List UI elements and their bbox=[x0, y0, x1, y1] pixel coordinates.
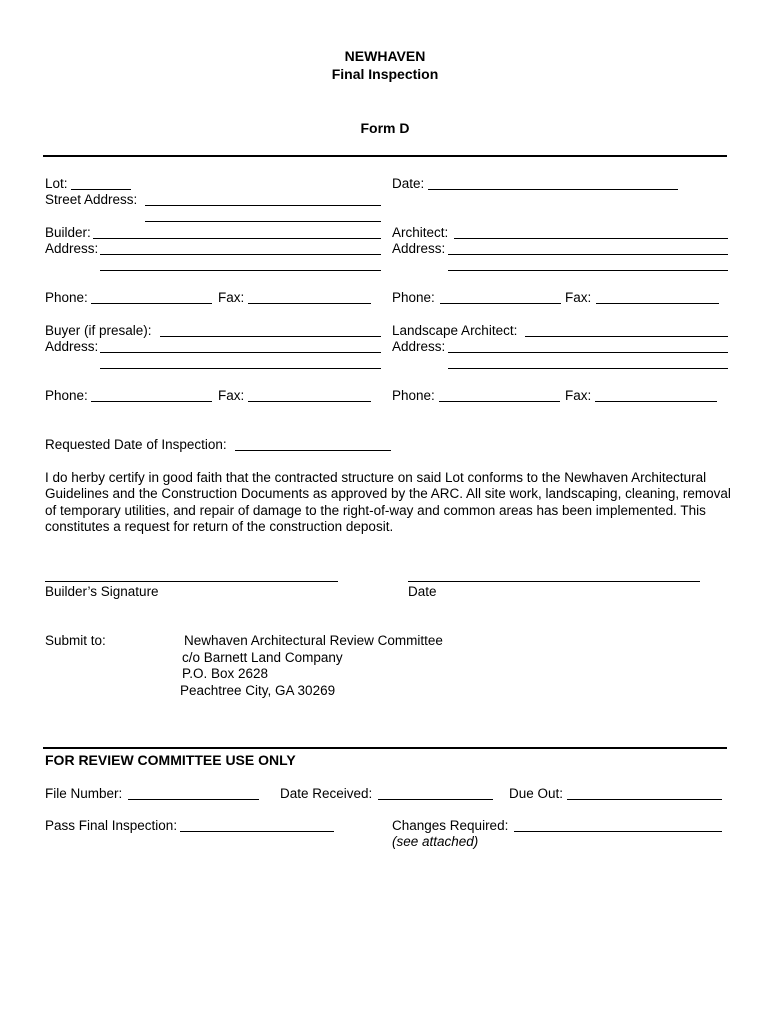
landscape-address-field-2[interactable] bbox=[448, 352, 728, 369]
builder-address-field-2[interactable] bbox=[100, 254, 381, 271]
architect-address-field[interactable] bbox=[448, 238, 728, 255]
see-attached-note: (see attached) bbox=[392, 834, 479, 849]
org-name: NEWHAVEN bbox=[344, 48, 426, 64]
file-number-field[interactable] bbox=[128, 783, 259, 800]
buyer-fax-field[interactable] bbox=[248, 385, 371, 402]
changes-required-field[interactable] bbox=[514, 815, 722, 832]
buyer-address-field[interactable] bbox=[100, 336, 381, 353]
architect-phone-field[interactable] bbox=[440, 287, 561, 304]
architect-phone-label: Phone: bbox=[392, 290, 435, 305]
builder-fax-field[interactable] bbox=[248, 287, 371, 304]
landscape-phone-field[interactable] bbox=[439, 385, 560, 402]
street-address-field[interactable] bbox=[145, 189, 381, 206]
date-field[interactable] bbox=[428, 173, 678, 190]
signature-date-label: Date bbox=[408, 584, 437, 599]
form-id: Form D bbox=[360, 120, 410, 136]
submit-label: Submit to: bbox=[45, 633, 106, 648]
landscape-address-field[interactable] bbox=[448, 336, 728, 353]
lot-label: Lot: bbox=[45, 176, 68, 191]
buyer-address-field-2[interactable] bbox=[100, 352, 381, 369]
submit-line-2: c/o Barnett Land Company bbox=[182, 650, 343, 665]
changes-required-label: Changes Required: bbox=[392, 818, 509, 833]
builder-label: Builder: bbox=[45, 225, 91, 240]
architect-address-label: Address: bbox=[392, 241, 446, 256]
review-divider bbox=[43, 747, 727, 749]
buyer-phone-field[interactable] bbox=[91, 385, 212, 402]
submit-line-4: Peachtree City, GA 30269 bbox=[180, 683, 336, 698]
landscape-phone-label: Phone: bbox=[392, 388, 435, 403]
buyer-field[interactable] bbox=[160, 320, 381, 337]
review-heading: FOR REVIEW COMMITTEE USE ONLY bbox=[45, 752, 296, 768]
builder-address-label: Address: bbox=[45, 241, 99, 256]
builder-signature-label: Builder’s Signature bbox=[45, 584, 159, 599]
buyer-phone-label: Phone: bbox=[45, 388, 88, 403]
header-divider bbox=[43, 155, 727, 157]
builder-phone-field[interactable] bbox=[91, 287, 212, 304]
buyer-label: Buyer (if presale): bbox=[45, 323, 152, 338]
builder-signature-line[interactable] bbox=[45, 581, 338, 582]
landscape-address-label: Address: bbox=[392, 339, 446, 354]
architect-field[interactable] bbox=[454, 222, 728, 239]
date-received-label: Date Received: bbox=[280, 786, 373, 801]
landscape-fax-label: Fax: bbox=[565, 388, 592, 403]
builder-fax-label: Fax: bbox=[218, 290, 245, 305]
due-out-field[interactable] bbox=[567, 783, 722, 800]
builder-phone-label: Phone: bbox=[45, 290, 88, 305]
landscape-architect-label: Landscape Architect: bbox=[392, 323, 518, 338]
submit-line-3: P.O. Box 2628 bbox=[182, 666, 269, 681]
buyer-fax-label: Fax: bbox=[218, 388, 245, 403]
due-out-label: Due Out: bbox=[509, 786, 564, 801]
architect-address-field-2[interactable] bbox=[448, 254, 728, 271]
certification-text: I do herby certify in good faith that the contracted structure on said Lot conforms to the Newhaven Architectural Guidelines and the Construction Documents as approved by the ARC. All site work, landscaping, cleaning, removal of temporary utilities, and repair of damage to the right-of-way and common areas has been implemented. This constitutes a request for return of the construction deposit. bbox=[45, 470, 731, 534]
lot-field[interactable] bbox=[71, 173, 131, 190]
submit-line-1: Newhaven Architectural Review Committee bbox=[184, 633, 443, 648]
architect-fax-label: Fax: bbox=[565, 290, 592, 305]
date-received-field[interactable] bbox=[378, 783, 493, 800]
requested-date-field[interactable] bbox=[235, 434, 391, 451]
architect-fax-field[interactable] bbox=[596, 287, 719, 304]
pass-final-label: Pass Final Inspection: bbox=[45, 818, 178, 833]
street-address-label: Street Address: bbox=[45, 192, 138, 207]
file-number-label: File Number: bbox=[45, 786, 123, 801]
landscape-fax-field[interactable] bbox=[595, 385, 717, 402]
landscape-architect-field[interactable] bbox=[525, 320, 728, 337]
requested-date-label: Requested Date of Inspection: bbox=[45, 437, 227, 452]
builder-address-field[interactable] bbox=[100, 238, 381, 255]
street-address-field-2[interactable] bbox=[145, 205, 381, 222]
architect-label: Architect: bbox=[392, 225, 449, 240]
signature-date-line[interactable] bbox=[408, 581, 700, 582]
builder-field[interactable] bbox=[93, 222, 381, 239]
form-title: Final Inspection bbox=[331, 66, 439, 82]
pass-final-field[interactable] bbox=[180, 815, 334, 832]
buyer-address-label: Address: bbox=[45, 339, 99, 354]
date-label: Date: bbox=[392, 176, 425, 191]
